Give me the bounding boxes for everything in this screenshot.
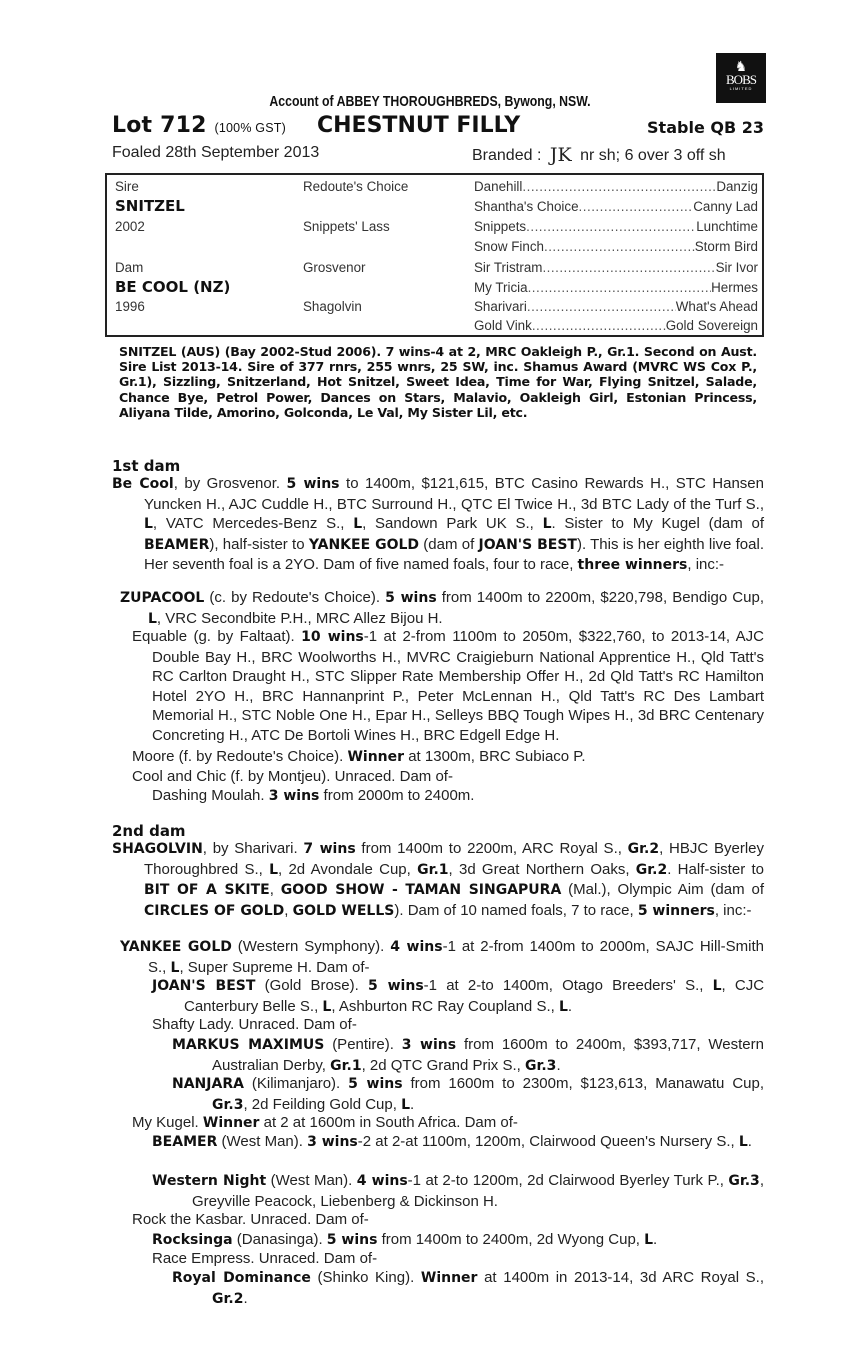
bold-text: L (644, 1232, 654, 1248)
sire-label: Sire (115, 179, 139, 194)
bold-text: L (170, 959, 180, 976)
ancestor-row (474, 299, 758, 314)
bold-text: Gr.1 (417, 861, 449, 878)
bold-text: Gr.3 (728, 1173, 760, 1189)
bold-text: Royal Dominance (172, 1270, 311, 1286)
pedigree-entry: Equable (g. by Faltaat). 10 wins-1 at 2-from 1100m to 2050m, $322,760, to 2013-14, AJC Double Bay H., BRC Woolworths H., MVRC Craigieburn National Apprentice H., Qld Tatt's RC Carlton Draught H., STC Slipper Rate Membership Offer H., 2d Qld Tatt's RC Hamilton Hotel 2YO H., BRC Hannanprint P., Peter McLennan H., Qld Tatt's RC Des Lambart Memorial H., STC Noble One H., Epar H., Selleys BBQ Tough Wipes H., 3d BRC Centenary Concreting H., ATC De Bortoli Wines H., BRC Edgell Edge H. (132, 628, 765, 744)
pedigree-entry: YANKEE GOLD (Western Symphony). 4 wins-1 at 2-from 1400m to 2000m, SAJC Hill-Smith S., L, Super Supreme H. Dam of- (120, 938, 764, 976)
second-dam-title: 2nd dam (112, 822, 186, 840)
leader-dots (522, 179, 716, 194)
pedigree-entry: Race Empress. Unraced. Dam of- (152, 1250, 378, 1267)
bold-text: GOLD WELLS (292, 902, 395, 919)
bold-text: L (401, 1096, 410, 1113)
pedigree-entry: Shafty Lady. Unraced. Dam of- (152, 1016, 357, 1033)
bold-text: Gr.2 (635, 861, 668, 878)
bold-text: L (144, 516, 153, 532)
pedigree-entry: Dashing Moulah. 3 wins from 2000m to 2400m. (152, 787, 475, 804)
dam-name: BE COOL (NZ) (115, 278, 231, 296)
gst-note: (100% GST) (214, 121, 286, 135)
sire-name: SNITZEL (115, 197, 185, 215)
logo-subtitle: LIMITED (729, 86, 753, 91)
ancestor-row (474, 199, 758, 214)
leader-dots (528, 280, 712, 295)
bold-text: MARKUS MAXIMUS (172, 1037, 325, 1053)
bold-text: BEAMER (152, 1134, 218, 1150)
leader-dots (526, 219, 696, 234)
bold-text: BEAMER (144, 536, 210, 553)
ancestor-row (474, 318, 758, 333)
pedigree-entry: Rocksinga (Danasinga). 5 wins from 1400m to 2400m, 2d Wyong Cup, L. (152, 1231, 658, 1248)
pedigree-table (105, 173, 764, 337)
ancestor-right: Storm Bird (694, 239, 758, 254)
bold-text: 4 wins (390, 939, 443, 955)
bold-text: L (558, 998, 568, 1015)
first-dam-title: 1st dam (112, 457, 181, 475)
lot-description: CHESTNUT FILLY (317, 113, 521, 138)
bold-text: Winner (202, 1115, 260, 1131)
ancestor-right: Canny Lad (693, 199, 758, 214)
bold-text: JOAN'S BEST (478, 536, 577, 553)
ancestor-row (474, 179, 758, 194)
bold-text: Winner (420, 1270, 478, 1286)
ancestor-left: My Tricia (474, 280, 528, 295)
ancestor-right: Hermes (711, 280, 758, 295)
bold-text: Gr.2 (627, 841, 660, 857)
bold-text: L (353, 516, 363, 532)
bold-text: 5 wins (326, 1232, 378, 1248)
leader-dots (544, 239, 695, 254)
pedigree-entry: My Kugel. Winner at 2 at 1600m in South Africa. Dam of- (132, 1114, 518, 1131)
bold-text: BIT OF A SKITE (144, 882, 270, 898)
leader-dots (532, 318, 666, 333)
pedigree-entry: Royal Dominance (Shinko King). Winner at 1400m in 2013-14, 3d ARC Royal S., Gr.2. (172, 1269, 765, 1307)
pedigree-entry: Cool and Chic (f. by Montjeu). Unraced. Dam of- (132, 768, 453, 785)
bold-text: 3 wins (401, 1037, 457, 1053)
sire-sire: Redoute's Choice (303, 179, 409, 194)
ancestor-left: Sharivari (474, 299, 527, 314)
pedigree-entry: Be Cool, by Grosvenor. 5 wins to 1400m, $121,615, BTC Casino Rewards H., STC Hansen Yuncken H., AJC Cuddle H., BTC Surround H., QTC El Twice H., 3d BTC Lady of the Turf S., L, VATC Mercedes-Benz S., L, Sandown Park UK S., L. Sister to My Kugel (dam of BEAMER), half-sister to YANKEE GOLD (dam of JOAN'S BEST). This is her eighth live foal. Her seventh foal is a 2YO. Dam of five named foals, four to race, three winners, inc:- (112, 475, 764, 573)
lot-header (112, 113, 764, 139)
bold-text: 5 wins (368, 978, 424, 994)
bold-text: SHAGOLVIN (112, 841, 203, 857)
dam-label: Dam (115, 260, 144, 275)
sire-year: 2002 (115, 219, 145, 234)
sire-summary: SNITZEL (AUS) (Bay 2002-Stud 2006). 7 wins-4 at 2, MRC Oakleigh P., Gr.1. Second on Aust. Sire List 2013-14. Sire of 377 rnrs, 255 wnrs, 25 SW, inc. Shamus Award (MVRC WS Cox P., Gr.1), Sizzling, Snitzerland, Hot Snitzel, Sweet Idea, Time for War, Flying Snitzel, Salade, Chance Bye, Petrol Power, Dances on Stars, Malavio, Oakleigh Girl, Estonian Princess, Aliyana Tilde, Amorino, Golconda, Le Val, My Sister Lil, etc. (119, 344, 757, 420)
bold-text: 3 wins (268, 788, 320, 804)
bold-text: L (148, 610, 157, 627)
ancestor-left: Snow Finch (474, 239, 544, 254)
stable-number: Stable QB 23 (647, 118, 764, 137)
bold-text: three winners (577, 557, 688, 573)
leader-dots (579, 199, 694, 214)
foal-row (112, 144, 764, 166)
bold-text: L (269, 861, 279, 878)
ancestor-left: Danehill (474, 179, 523, 194)
ancestor-left: Gold Vink (474, 318, 532, 333)
pedigree-entry: MARKUS MAXIMUS (Pentire). 3 wins from 1600m to 2400m, $393,717, Western Australian Derby, Gr.1, 2d QTC Grand Prix S., Gr.3. (172, 1036, 764, 1074)
bold-text: Gr.3 (212, 1096, 244, 1113)
ancestor-left: Sir Tristram (474, 260, 543, 275)
bold-text: Rocksinga (152, 1232, 233, 1248)
bold-text: 5 wins (348, 1076, 403, 1092)
foaled-date: Foaled 28th September 2013 (112, 144, 320, 161)
bold-text: NANJARA (172, 1076, 244, 1092)
lot-number (112, 113, 286, 138)
bold-text: Gr.3 (524, 1057, 557, 1074)
ancestor-row (474, 260, 758, 275)
bold-text: L (738, 1134, 748, 1150)
bold-text: 5 winners (637, 902, 715, 919)
ancestor-left: Shantha's Choice (474, 199, 579, 214)
horse-bird-icon: ♞ (734, 58, 748, 74)
ancestor-right: Danzig (716, 179, 758, 194)
bold-text: 4 wins (356, 1173, 408, 1189)
bold-text: 10 wins (301, 629, 364, 645)
bold-text: YANKEE GOLD (120, 939, 232, 955)
bold-text: 5 wins (286, 476, 340, 492)
bold-text: Gr.2 (212, 1290, 244, 1307)
vendor-account: Account of ABBEY THOROUGHBREDS, Bywong, NSW. (269, 93, 591, 110)
bold-text: L (712, 978, 722, 994)
dam-year: 1996 (115, 299, 145, 314)
bold-text: YANKEE GOLD (308, 536, 420, 553)
bold-text: 5 wins (385, 590, 437, 606)
branded-label: Branded : (472, 147, 542, 164)
ancestor-right: What's Ahead (675, 299, 758, 314)
dam-sire: Grosvenor (303, 260, 366, 275)
pedigree-entry: Rock the Kasbar. Unraced. Dam of- (132, 1211, 369, 1228)
leader-dots (527, 299, 676, 314)
bold-text: Be Cool (112, 476, 174, 492)
bold-text: CIRCLES OF GOLD (144, 902, 285, 919)
bold-text: 3 wins (307, 1134, 358, 1150)
pedigree-entry: JOAN'S BEST (Gold Brose). 5 wins-1 at 2-to 1400m, Otago Breeders' S., L, CJC Canterbury Belle S., L, Ashburton RC Ray Coupland S., L. (152, 977, 765, 1015)
pedigree-entry: SHAGOLVIN, by Sharivari. 7 wins from 1400m to 2200m, ARC Royal S., Gr.2, HBJC Byerley Thoroughbred S., L, 2d Avondale Cup, Gr.1, 3d Great Northern Oaks, Gr.2. Half-sister to BIT OF A SKITE, GOOD SHOW - TAMAN SINGAPURA (Mal.), Olympic Aim (dam of CIRCLES OF GOLD, GOLD WELLS). Dam of 10 named foals, 7 to race, 5 winners, inc:- (112, 840, 764, 919)
pedigree-entry: ZUPACOOL (c. by Redoute's Choice). 5 wins from 1400m to 2200m, $220,798, Bendigo Cup, L, VRC Secondbite P.H., MRC Allez Bijou H. (120, 589, 764, 627)
ancestor-row (474, 239, 758, 254)
logo-name: BOBS (726, 72, 756, 87)
bold-text: L (542, 516, 552, 532)
bold-text: GOOD SHOW - TAMAN SINGAPURA (280, 882, 562, 898)
bold-text: 7 wins (303, 841, 356, 857)
bold-text: Gr.1 (330, 1057, 362, 1074)
bold-text: L (322, 998, 332, 1015)
bold-text: ZUPACOOL (120, 590, 205, 606)
lot-label: Lot 712 (112, 113, 207, 138)
dam-dam: Shagolvin (303, 299, 362, 314)
ancestor-right: Lunchtime (696, 219, 758, 234)
pedigree-entry: Western Night (West Man). 4 wins-1 at 2-to 1200m, 2d Clairwood Byerley Turk P., Gr.3, Greyville Peacock, Liebenberg & Dickinson H. (152, 1172, 764, 1210)
ancestor-row (474, 280, 758, 295)
brand-mark-icon: JK (549, 144, 572, 166)
ancestor-right: Gold Sovereign (665, 318, 758, 333)
bold-text: Western Night (152, 1173, 267, 1189)
pedigree-entry: Moore (f. by Redoute's Choice). Winner at 1300m, BRC Subiaco P. (132, 748, 586, 765)
ancestor-left: Snippets (474, 219, 527, 234)
ancestor-row (474, 219, 758, 234)
brand-info (472, 144, 726, 166)
pedigree-entry: NANJARA (Kilimanjaro). 5 wins from 1600m to 2300m, $123,613, Manawatu Cup, Gr.3, 2d Feilding Gold Cup, L. (172, 1075, 765, 1113)
bold-text: JOAN'S BEST (152, 978, 256, 994)
leader-dots (542, 260, 715, 275)
ancestor-right: Sir Ivor (715, 260, 758, 275)
bold-text: Winner (347, 749, 405, 765)
sire-dam: Snippets' Lass (303, 219, 390, 234)
brand-detail: nr sh; 6 over 3 off sh (580, 147, 726, 164)
pedigree-entry: BEAMER (West Man). 3 wins-2 at 2-at 1100m, 1200m, Clairwood Queen's Nursery S., L. (152, 1133, 752, 1150)
